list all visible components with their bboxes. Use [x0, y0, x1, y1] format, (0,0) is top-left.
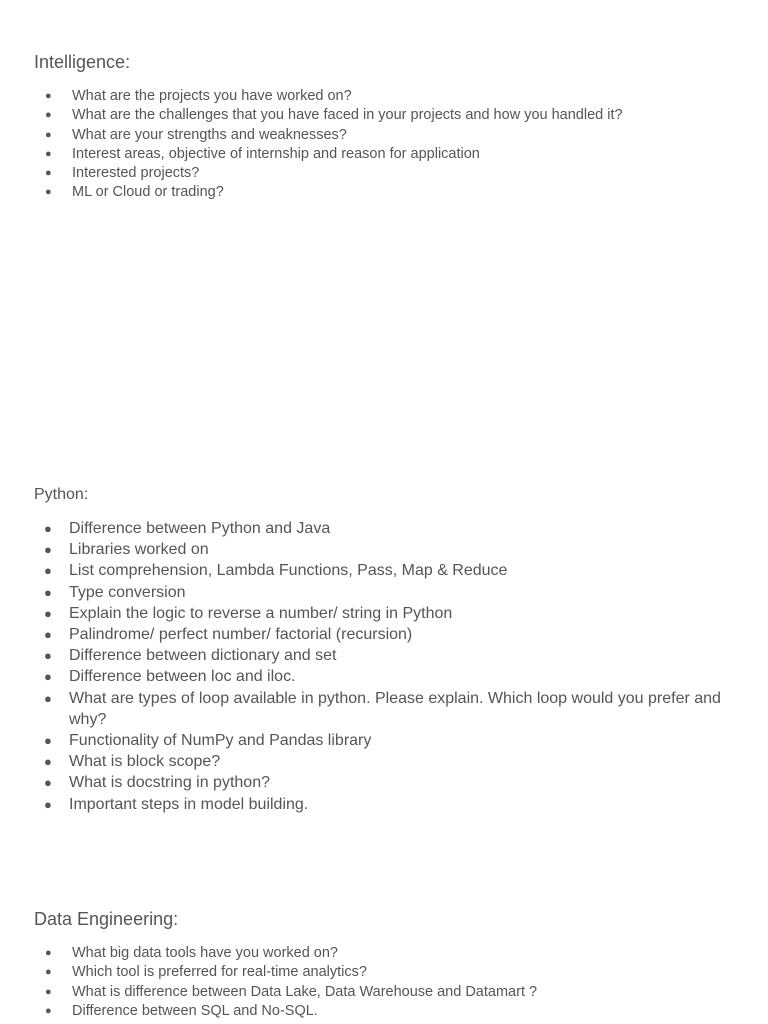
bullet-icon: ● — [44, 648, 52, 664]
section-intelligence — [34, 51, 728, 203]
list-item-text: Explain the logic to reverse a number/ string in Python — [69, 604, 453, 622]
question-list-python — [34, 518, 728, 815]
list-item-text: Interest areas, objective of internship and reason for application — [72, 145, 480, 162]
list-item — [34, 560, 728, 581]
list-item — [34, 164, 728, 183]
bullet-icon: ● — [44, 542, 52, 558]
list-item — [34, 624, 728, 645]
list-item-text: Interested projects? — [72, 165, 200, 182]
list-item — [34, 603, 728, 624]
bullet-icon: ● — [45, 128, 52, 141]
bullet-icon: ● — [45, 1004, 52, 1017]
list-item — [34, 106, 728, 125]
list-item — [34, 645, 728, 666]
bullet-icon: ● — [44, 563, 52, 579]
list-item-text: Difference between loc and iloc. — [69, 668, 296, 686]
list-item-text: What is block scope? — [69, 753, 221, 771]
bullet-icon: ● — [45, 985, 52, 998]
list-item — [34, 183, 728, 202]
list-item — [34, 983, 728, 1002]
list-item — [34, 730, 728, 751]
list-item — [34, 518, 728, 539]
list-item-text: Difference between dictionary and set — [69, 647, 337, 665]
list-item-text: ML or Cloud or trading? — [72, 184, 224, 201]
list-item — [34, 794, 728, 815]
bullet-icon: ● — [44, 775, 52, 791]
bullet-icon: ● — [44, 669, 52, 685]
bullet-icon: ● — [44, 733, 52, 749]
bullet-icon: ● — [44, 690, 52, 706]
bullet-icon: ● — [45, 147, 52, 160]
section-heading-data-engineering: Data Engineering: — [34, 909, 179, 929]
list-item — [34, 944, 728, 963]
section-heading-intelligence: Intelligence: — [34, 52, 131, 72]
list-item-text: What big data tools have you worked on? — [72, 945, 338, 961]
list-item-text: What are your strengths and weaknesses? — [72, 126, 347, 143]
list-item — [34, 688, 728, 730]
list-item — [34, 1002, 728, 1021]
list-item-text: What is difference between Data Lake, Data Warehouse and Datamart ? — [72, 983, 538, 1000]
bullet-icon: ● — [44, 584, 52, 600]
bullet-icon: ● — [45, 947, 52, 959]
list-item — [34, 772, 728, 793]
list-item — [34, 145, 728, 164]
bullet-icon: ● — [44, 605, 52, 621]
list-item-text: Difference between SQL and No-SQL. — [72, 1002, 318, 1019]
bullet-icon: ● — [44, 796, 52, 812]
list-item — [34, 582, 728, 603]
list-item-text: Which tool is preferred for real-time analytics? — [72, 964, 367, 981]
list-item-text: Libraries worked on — [69, 541, 209, 559]
section-python — [34, 485, 728, 815]
bullet-icon: ● — [44, 521, 52, 536]
list-item-text: Important steps in model building. — [69, 795, 309, 813]
bullet-icon: ● — [45, 186, 52, 199]
list-item — [34, 751, 728, 772]
list-item — [34, 87, 728, 106]
list-item — [34, 539, 728, 560]
section-data-engineering — [34, 908, 728, 1021]
list-item-text: What are the projects you have worked on? — [72, 88, 352, 104]
bullet-icon: ● — [45, 167, 52, 180]
bullet-icon: ● — [45, 90, 52, 102]
bullet-icon: ● — [45, 109, 52, 122]
list-item-text: Functionality of NumPy and Pandas library — [69, 732, 372, 750]
list-item — [34, 666, 728, 687]
list-item-text: List comprehension, Lambda Functions, Pass, Map & Reduce — [69, 562, 508, 580]
list-item-text: Difference between Python and Java — [69, 520, 331, 537]
question-list-data-engineering — [34, 944, 728, 1021]
list-item-text: Palindrome/ perfect number/ factorial (recursion) — [69, 626, 413, 644]
list-item-text: What is docstring in python? — [69, 774, 270, 792]
list-item-text: What are types of loop available in python. Please explain. Which loop would you prefer and why? — [69, 689, 721, 728]
list-item-text: Type conversion — [69, 583, 186, 601]
bullet-icon: ● — [44, 754, 52, 770]
list-item — [34, 126, 728, 145]
bullet-icon: ● — [45, 966, 52, 979]
section-heading-python: Python: — [34, 486, 89, 503]
list-item-text: What are the challenges that you have faced in your projects and how you handled it? — [72, 107, 623, 124]
bullet-icon: ● — [44, 627, 52, 643]
question-list-intelligence — [34, 87, 728, 203]
list-item — [34, 963, 728, 982]
